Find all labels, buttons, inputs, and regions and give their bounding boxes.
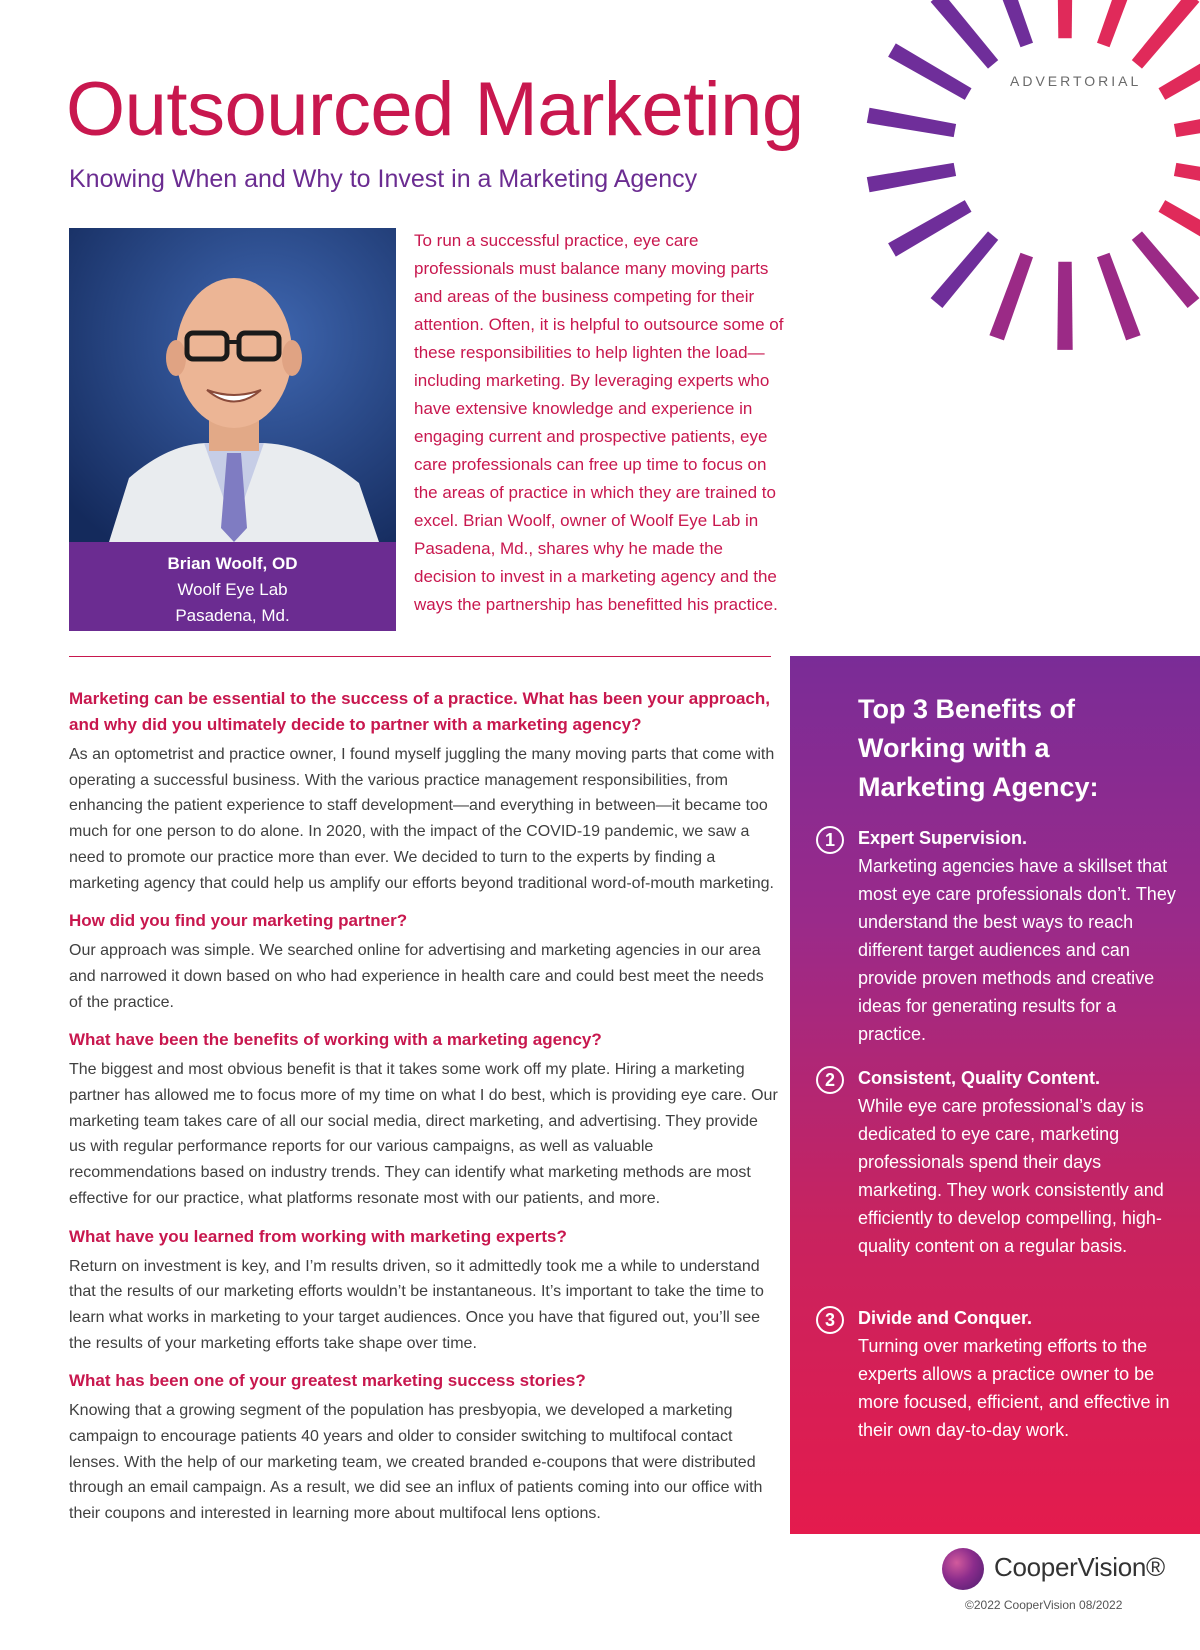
answer: Knowing that a growing segment of the population has presbyopia, we developed a marketing campaign to encourage patients 40 years and older to consider switching to multifocal contact lenses. With the help of our marketing team, we created branded e-coupons that were distributed through an email campaign. As a result, we did see an influx of patients coming into our office with their coupons and interested in learning more about multifocal lens options. [69,1402,763,1523]
answer: Our approach was simple. We searched online for advertising and marketing agencies in our area and narrowed it down based on who had experience in health care and could best meet the needs of the practice. [69,942,764,1011]
benefit-number: 1 [816,826,844,854]
benefit-item [816,824,1186,1048]
benefit-body: Turning over marketing efforts to the experts allows a practice owner to be more focused, efficient, and effective in their own day-to-day work. [858,1336,1170,1440]
question: What has been one of your greatest marketing success stories? [69,1371,586,1391]
sunburst-ray [1174,163,1200,192]
benefit-heading: Divide and Conquer. [858,1308,1033,1328]
sunburst-ray [989,0,1033,47]
sunburst-ray [1159,43,1200,100]
answer: As an optometrist and practice owner, I found myself juggling the many moving parts that come with operating a successful business. With the various practice management responsibilities, from enhancing the patient experience to staff development—and everything in between—it became too much for one person to do alone. In 2020, with the impact of the COVID-19 pandemic, we saw a need to promote our practice more than ever. We decided to turn to the experts by finding a marketing agency that could help us amplify our efforts beyond traditional word-of-mouth marketing. [69,746,775,892]
sunburst-ray [1057,0,1072,38]
question: Marketing can be essential to the success of a practice. What has been your approach, and why did you ultimately decide to partner with a marketing agency? [69,689,770,734]
profile-name: Brian Woolf, OD [167,554,298,573]
section-divider [69,656,771,657]
sunburst-ray [1159,200,1200,257]
question: What have been the benefits of working with a marketing agency? [69,1030,602,1050]
benefit-item [816,1064,1186,1260]
question: How did you find your marketing partner? [69,911,408,931]
intro-paragraph: To run a successful practice, eye care professionals must balance many moving parts and areas of the business competing for their attention. Often, it is helpful to outsource some of these responsibilities to help lighten the load—including marketing. By leveraging experts who have extensive knowledge and experience in engaging current and prospective patients, eye care professionals can free up time to focus on the areas of practice in which they are trained to excel. Brian Woolf, owner of Woolf Eye Lab in Pasadena, Md., shares why he made the decision to invest in a marketing agency and the ways the partnership has benefitted his practice. [414,231,784,614]
sunburst-ray [1174,108,1200,137]
question: What have you learned from working with marketing experts? [69,1226,567,1246]
photo-caption [69,542,396,631]
advertorial-label: ADVERTORIAL [1010,73,1142,89]
qa-item [69,1368,779,1527]
copyright-text: ©2022 CooperVision 08/2022 [965,1598,1123,1612]
sunburst-graphic [810,0,1200,390]
page-subtitle: Knowing When and Why to Invest in a Marketing Agency [69,165,698,193]
qa-item [69,686,779,896]
page-title: Outsourced Marketing [66,67,804,152]
qa-item [69,1224,779,1357]
benefit-number: 2 [816,1066,844,1094]
profile-location: Pasadena, Md. [175,606,290,625]
sunburst-ray [1097,0,1141,47]
sunburst-ray [888,200,971,257]
profile-photo [69,228,396,542]
benefit-number: 3 [816,1306,844,1334]
profile-practice: Woolf Eye Lab [177,580,288,599]
sunburst-ray [1132,231,1200,308]
benefits-sidebar [790,656,1200,1534]
qa-item [69,908,779,1015]
qa-section [69,686,779,1539]
benefit-heading: Expert Supervision. [858,828,1028,848]
benefit-body: While eye care professional’s day is dedicated to eye care, marketing professionals spend their days marketing. They work consistently and efficiently to develop compelling, high-quality content on a regular basis. [858,1096,1164,1256]
answer: The biggest and most obvious benefit is that it takes some work off my plate. Hiring a marketing partner has allowed me to focus more of my time on what I do best, which is providing eye care. Our marketing team takes care of all our social media, direct marketing, and advertising. They provide us with regular performance reports for our various campaigns, as well as valuable recommendations based on industry trends. They can identify what marketing methods are most effective for our practice, what platforms resonate most with our patients, and more. [69,1061,778,1207]
answer: Return on investment is key, and I’m results driven, so it admittedly took me a while to understand that the results of our marketing efforts wouldn’t be instantaneous. It’s important to take the time to learn what works in marketing to your target audiences. Once you have that figured out, you’ll see the results of your marketing efforts take shape over time. [69,1257,764,1352]
benefit-body: Marketing agencies have a skillset that most eye care professionals don’t. They understand the best ways to reach different target audiences and can provide proven methods and creative ideas for generating results for a practice. [858,856,1176,1044]
benefit-item [816,1304,1186,1444]
sunburst-ray [888,43,971,100]
sunburst-ray [1097,253,1141,341]
sunburst-ray [931,0,999,69]
coopervision-logo [942,1548,1165,1592]
sunburst-ray [867,108,956,137]
sunburst-ray [1132,0,1200,69]
sunburst-ray [989,253,1033,341]
benefit-heading: Consistent, Quality Content. [858,1068,1101,1088]
sidebar-title: Top 3 Benefits of Working with a Marketing Agency: [858,694,1099,802]
sunburst-ray [931,231,999,308]
sunburst-ray [867,163,956,192]
sunburst-ray [1057,262,1072,350]
qa-item [69,1027,779,1211]
brand-name: CooperVision® [994,1552,1165,1582]
coopervision-logo-mark [942,1548,984,1590]
